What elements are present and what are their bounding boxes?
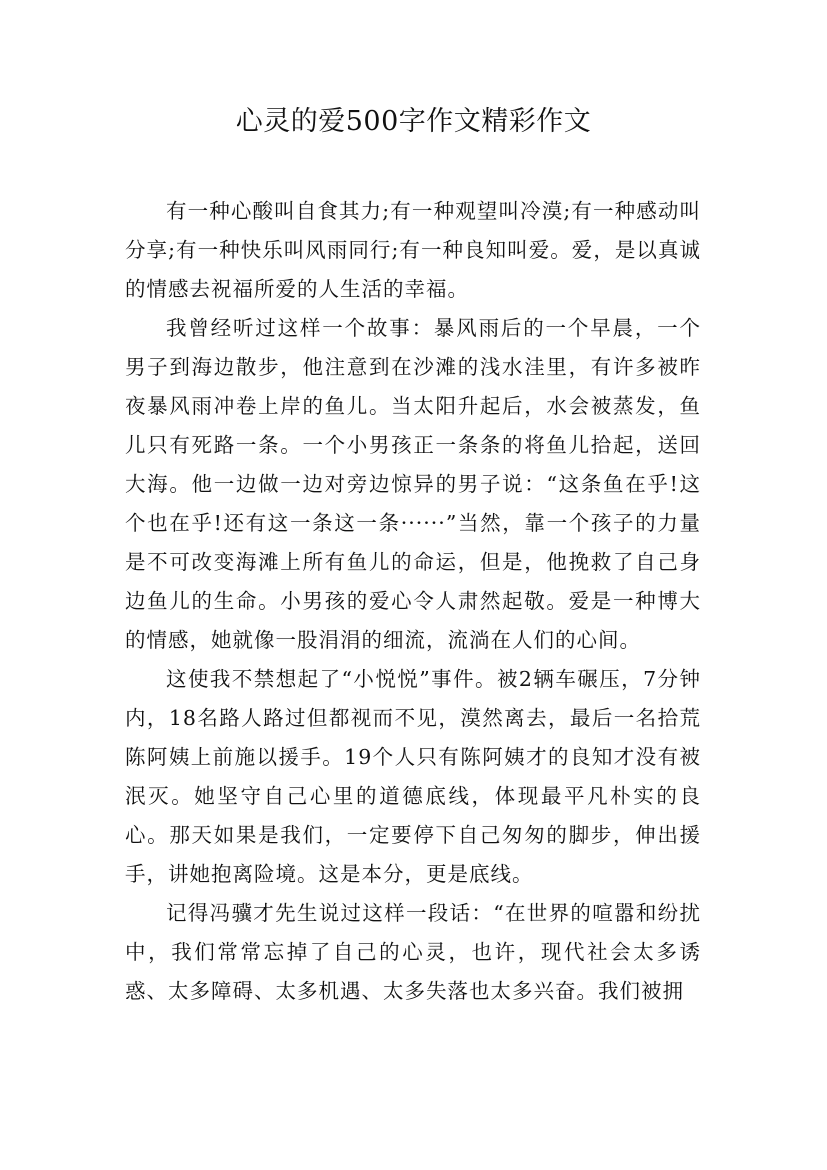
document-title: 心灵的爱500字作文精彩作文 bbox=[235, 106, 592, 137]
paragraph-4: 记得冯骥才先生说过这样一段话：“在世界的喧嚣和纷扰中，我们常常忘掉了自己的心灵，也许，现代社会太多诱惑、太多障碍、太多机遇、太多失落也太多兴奋。我们被拥 bbox=[125, 901, 701, 1003]
paragraph-2: 我曾经听过这样一个故事：暴风雨后的一个早晨，一个男子到海边散步，他注意到在沙滩的浅水洼里，有许多被昨夜暴风雨冲卷上岸的鱼儿。当太阳升起后，水会被蒸发，鱼儿只有死路一条。一个小男孩正一条条的将鱼儿拾起，送回大海。他一边做一边对旁边惊异的男子说：“这条鱼在乎!这个也在乎!还有这一条这一条······”当然，靠一个孩子的力量是不可改变海滩上所有鱼儿的命运，但是，他挽救了自己身边鱼儿的生命。小男孩的爱心令人肃然起敬。爱是一种博大的情感，她就像一股涓涓的细流，流淌在人们的心间。 bbox=[125, 316, 701, 652]
document-body bbox=[125, 192, 701, 1011]
paragraph-1: 有一种心酸叫自食其力;有一种观望叫冷漠;有一种感动叫分享;有一种快乐叫风雨同行;有一种良知叫爱。爱，是以真诚的情感去祝福所爱的人生活的幸福。 bbox=[125, 199, 701, 301]
paragraph-3: 这使我不禁想起了“小悦悦”事件。被2辆车碾压，7分钟内，18名路人路过但都视而不见，漠然离去，最后一名拾荒陈阿姨上前施以援手。19个人只有陈阿姨才的良知才没有被泯灭。她坚守自己心里的道德底线，体现最平凡朴实的良心。那天如果是我们，一定要停下自己匆匆的脚步，伸出援手，讲她抱离险境。这是本分，更是底线。 bbox=[125, 667, 701, 886]
